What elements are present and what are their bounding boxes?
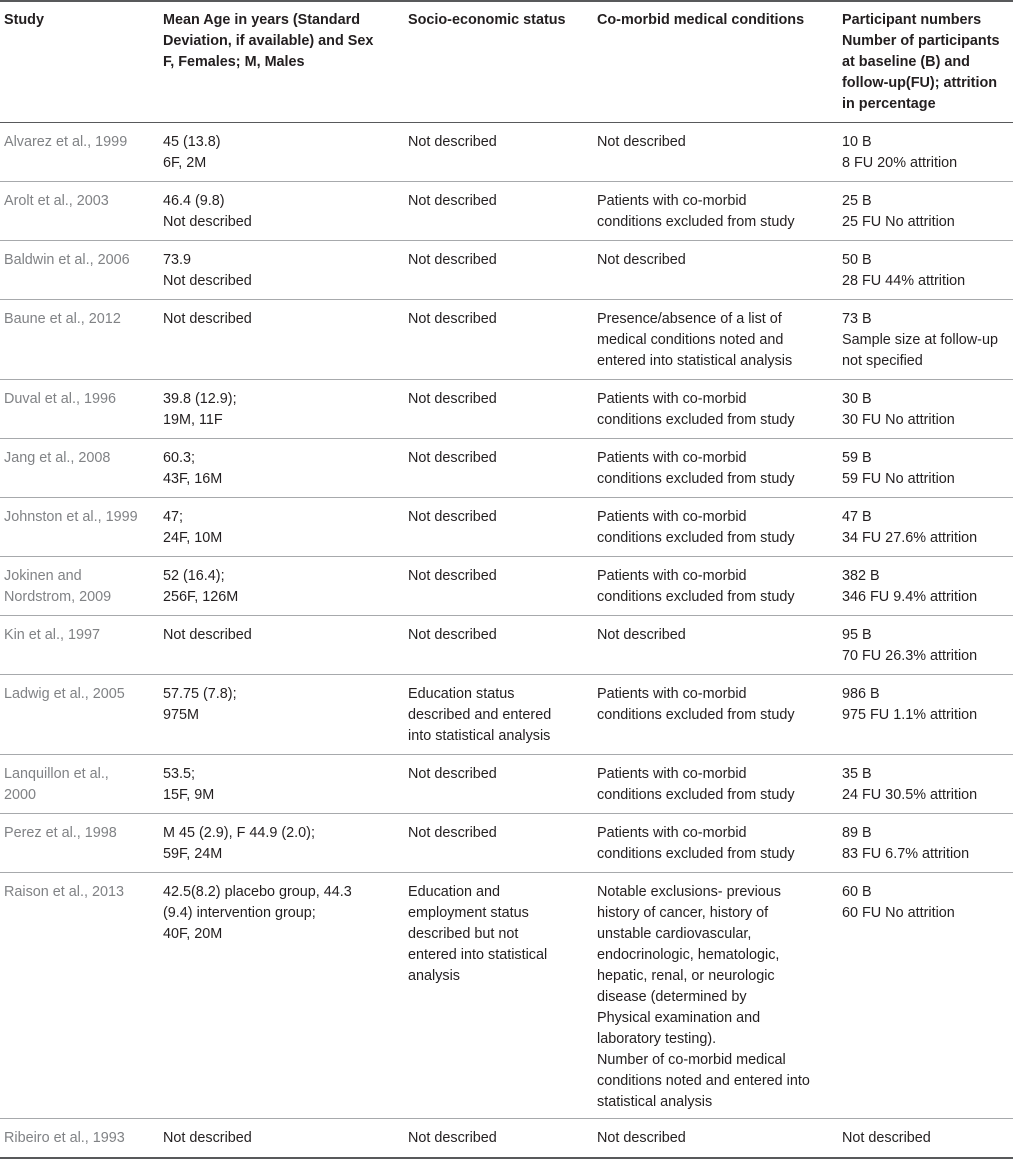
age-sex-cell: Not described	[163, 1130, 252, 1146]
study-cell: Ladwig et al., 2005	[4, 686, 125, 702]
comorbid-cell: Patients with co-morbid conditions excluded from study	[597, 568, 795, 605]
socio-economic-cell: Not described	[408, 252, 497, 268]
table-row	[0, 498, 1013, 557]
socio-economic-cell: Not described	[408, 391, 497, 407]
study-cell: Arolt et al., 2003	[4, 193, 109, 209]
age-sex-cell: 73.9 Not described	[163, 252, 252, 289]
table-row	[0, 755, 1013, 814]
socio-economic-cell: Not described	[408, 134, 497, 150]
study-cell: Alvarez et al., 1999	[4, 134, 128, 150]
participants-cell: 10 B 8 FU 20% attrition	[842, 134, 958, 171]
participants-cell: 95 B 70 FU 26.3% attrition	[842, 627, 978, 664]
header-participant-numbers: Participant numbers Number of participants at baseline (B) and follow-up(FU); attrition in percentage	[842, 12, 1000, 112]
study-cell: Jokinen and Nordstrom, 2009	[4, 568, 112, 605]
table-header	[0, 0, 1013, 123]
table-row	[0, 380, 1013, 439]
socio-economic-cell: Not described	[408, 766, 497, 782]
comorbid-cell: Patients with co-morbid conditions excluded from study	[597, 686, 795, 723]
age-sex-cell: 42.5(8.2) placebo group, 44.3 (9.4) intervention group; 40F, 20M	[163, 884, 352, 942]
study-cell: Kin et al., 1997	[4, 627, 101, 643]
header-mean-age-sex: Mean Age in years (Standard Deviation, if available) and Sex F, Females; M, Males	[163, 12, 374, 70]
age-sex-cell: 45 (13.8) 6F, 2M	[163, 134, 221, 171]
study-cell: Duval et al., 1996	[4, 391, 116, 407]
participants-cell: 986 B 975 FU 1.1% attrition	[842, 686, 978, 723]
age-sex-cell: Not described	[163, 311, 252, 327]
participants-cell: 47 B 34 FU 27.6% attrition	[842, 509, 978, 546]
comorbid-cell: Presence/absence of a list of medical conditions noted and entered into statistical analysis	[597, 311, 793, 369]
comorbid-cell: Patients with co-morbid conditions excluded from study	[597, 509, 795, 546]
study-cell: Baune et al., 2012	[4, 311, 121, 327]
table-row	[0, 675, 1013, 755]
age-sex-cell: 53.5; 15F, 9M	[163, 766, 215, 803]
comorbid-cell: Patients with co-morbid conditions excluded from study	[597, 825, 795, 862]
comorbid-cell: Not described	[597, 252, 686, 268]
participants-cell: 73 B Sample size at follow-up not specified	[842, 311, 998, 369]
socio-economic-cell: Not described	[408, 627, 497, 643]
table-row	[0, 873, 1013, 1119]
age-sex-cell: 47; 24F, 10M	[163, 509, 223, 546]
table-row	[0, 439, 1013, 498]
comorbid-cell: Not described	[597, 1130, 686, 1146]
comorbid-cell: Notable exclusions- previous history of cancer, history of unstable cardiovascular, endocrinologic, hematologic, hepatic, renal, or neurologic disease (determined by Physical examination and laboratory testing). Number of co-morbid medical conditions noted and entered into statistical analysis	[597, 884, 810, 1110]
participants-cell: 50 B 28 FU 44% attrition	[842, 252, 966, 289]
participants-cell: 25 B 25 FU No attrition	[842, 193, 955, 230]
participants-cell: 35 B 24 FU 30.5% attrition	[842, 766, 978, 803]
table-row	[0, 814, 1013, 873]
socio-economic-cell: Not described	[408, 509, 497, 525]
age-sex-cell: Not described	[163, 627, 252, 643]
comorbid-cell: Not described	[597, 627, 686, 643]
comorbid-cell: Not described	[597, 134, 686, 150]
socio-economic-cell: Education status described and entered into statistical analysis	[408, 686, 552, 744]
participants-cell: 30 B 30 FU No attrition	[842, 391, 955, 428]
table-row	[0, 1119, 1013, 1159]
socio-economic-cell: Not described	[408, 450, 497, 466]
comorbid-cell: Patients with co-morbid conditions excluded from study	[597, 450, 795, 487]
socio-economic-cell: Not described	[408, 825, 497, 841]
age-sex-cell: 46.4 (9.8) Not described	[163, 193, 252, 230]
age-sex-cell: 57.75 (7.8); 975M	[163, 686, 237, 723]
age-sex-cell: 39.8 (12.9); 19M, 11F	[163, 391, 237, 428]
participants-cell: 60 B 60 FU No attrition	[842, 884, 955, 921]
socio-economic-cell: Education and employment status described but not entered into statistical analysis	[408, 884, 548, 984]
participants-cell: 59 B 59 FU No attrition	[842, 450, 955, 487]
study-cell: Raison et al., 2013	[4, 884, 125, 900]
table-row	[0, 123, 1013, 182]
comorbid-cell: Patients with co-morbid conditions excluded from study	[597, 766, 795, 803]
socio-economic-cell: Not described	[408, 193, 497, 209]
age-sex-cell: M 45 (2.9), F 44.9 (2.0); 59F, 24M	[163, 825, 315, 862]
socio-economic-cell: Not described	[408, 1130, 497, 1146]
table-row	[0, 241, 1013, 300]
comorbid-cell: Patients with co-morbid conditions excluded from study	[597, 391, 795, 428]
socio-economic-cell: Not described	[408, 568, 497, 584]
study-cell: Ribeiro et al., 1993	[4, 1130, 125, 1146]
age-sex-cell: 60.3; 43F, 16M	[163, 450, 223, 487]
header-socio-economic-status: Socio-economic status	[408, 12, 566, 28]
participants-cell: 89 B 83 FU 6.7% attrition	[842, 825, 970, 862]
study-cell: Baldwin et al., 2006	[4, 252, 130, 268]
study-cell: Lanquillon et al., 2000	[4, 766, 109, 803]
header-study: Study	[4, 12, 44, 28]
study-cell: Perez et al., 1998	[4, 825, 117, 841]
header-comorbid-conditions: Co-morbid medical conditions	[597, 12, 805, 28]
table-row	[0, 616, 1013, 675]
table-row	[0, 557, 1013, 616]
study-cell: Jang et al., 2008	[4, 450, 111, 466]
participants-cell: 382 B 346 FU 9.4% attrition	[842, 568, 978, 605]
table-row	[0, 182, 1013, 241]
comorbid-cell: Patients with co-morbid conditions excluded from study	[597, 193, 795, 230]
table-row	[0, 300, 1013, 380]
socio-economic-cell: Not described	[408, 311, 497, 327]
age-sex-cell: 52 (16.4); 256F, 126M	[163, 568, 239, 605]
participants-cell: Not described	[842, 1130, 931, 1146]
study-cell: Johnston et al., 1999	[4, 509, 138, 525]
